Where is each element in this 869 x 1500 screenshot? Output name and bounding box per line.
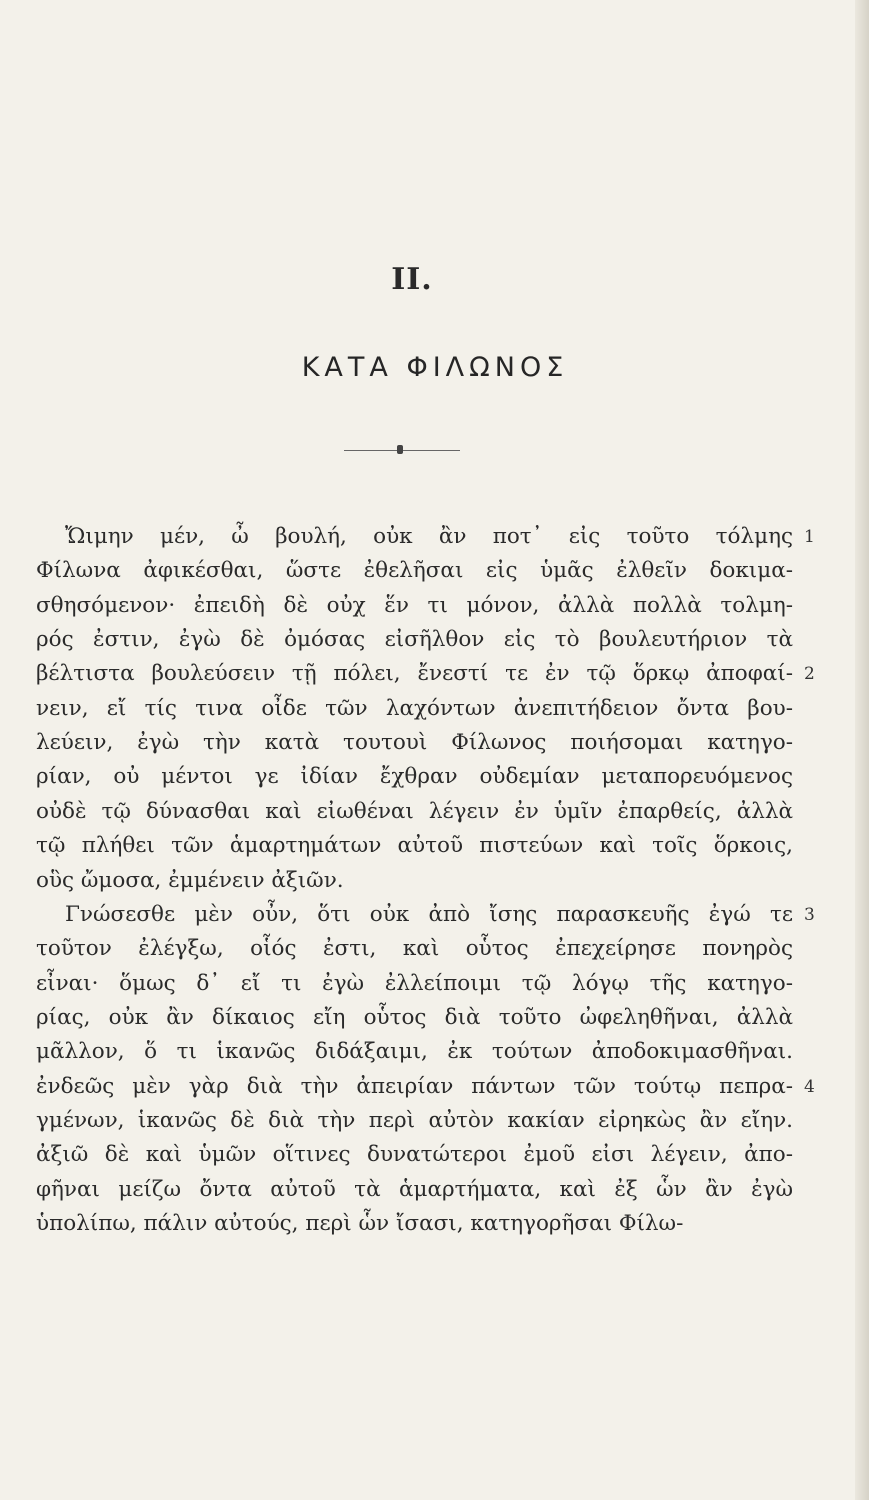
text-line: ρός ἐστιν, ἐγὼ δὲ ὀμόσας εἰσῆλθον εἰς τὸ βουλευτήριον τὰ (36, 627, 793, 653)
section-number: 3 (804, 904, 815, 925)
section-number: 2 (804, 664, 815, 685)
text-line: οὐδὲ τῷ δύνασθαι καὶ εἰωθέναι λέγειν ἐν ὑμῖν ἐπαρθείς, ἀλλὰ (36, 798, 793, 824)
text-line: νειν, εἴ τίς τινα οἶδε τῶν λαχόντων ἀνεπιτήδειον ὄντα βου- (36, 695, 793, 721)
text-line: τῷ πλήθει τῶν ἁμαρτημάτων αὐτοῦ πιστεύων καὶ τοῖς ὅρκοις, (36, 833, 793, 859)
section-number: 1 (804, 527, 815, 547)
text-line: ἐνδεῶς μὲν γὰρ διὰ τὴν ἀπειρίαν πάντων τῶν τούτῳ πεπρα- (36, 1073, 793, 1099)
section-number: 4 (804, 1076, 815, 1097)
text-line: ρίας, οὐκ ἂν δίκαιος εἴη οὗτος διὰ τοῦτο ὠφεληθῆναι, ἀλλὰ (36, 1004, 793, 1030)
text-line: Γνώσεσθε μὲν οὖν, ὅτι οὐκ ἀπὸ ἴσης παρασκευῆς ἐγώ τε (65, 901, 793, 927)
text-line: τοῦτον ἐλέγξω, οἷός ἐστι, καὶ οὗτος ἐπεχείρησε πονηρὸς (36, 936, 793, 962)
text-line: λεύειν, ἐγὼ τὴν κατὰ τουτουὶ Φίλωνος ποιήσομαι κατηγο- (36, 730, 793, 756)
text-line: οὓς ὤμοσα, ἐμμένειν ἀξιῶν. (36, 867, 344, 893)
text-line: βέλτιστα βουλεύσειν τῇ πόλει, ἔνεστί τε ἐν τῷ ὅρκῳ ἀποφαί- (36, 661, 793, 687)
ornament-dot (397, 445, 403, 454)
text-line: γμένων, ἱκανῶς δὲ διὰ τὴν περὶ αὐτὸν κακίαν εἰρηκὼς ἂν εἴην. (36, 1107, 793, 1133)
chapter-title: ΚΑΤΑ ΦΙΛΩΝΟΣ (301, 352, 569, 383)
text-line: Φίλωνα ἀφικέσθαι, ὥστε ἐθελῆσαι εἰς ὑμᾶς ἐλθεῖν δοκιμα- (36, 558, 793, 584)
text-line: ἀξιῶ δὲ καὶ ὑμῶν οἵτινες δυνατώτεροι ἐμοῦ εἰσι λέγειν, ἀπο- (36, 1142, 793, 1168)
text-line: εἶναι· ὅμως δ᾽ εἴ τι ἐγὼ ἐλλείποιμι τῷ λόγῳ τῆς κατηγο- (36, 970, 793, 996)
text-line: Ὤιμην μέν, ὦ βουλή, οὐκ ἂν ποτ᾽ εἰς τοῦτο τόλμης (65, 524, 793, 549)
text-line: ὑπολίπω, πάλιν αὐτούς, περὶ ὧν ἴσασι, κατηγορῆσαι Φίλω- (36, 1211, 684, 1236)
text-line: φῆναι μείζω ὄντα αὐτοῦ τὰ ἁμαρτήματα, καὶ ἐξ ὧν ἂν ἐγὼ (36, 1176, 793, 1202)
page-edge (855, 0, 869, 1500)
text-line: ρίαν, οὐ μέντοι γε ἰδίαν ἔχθραν οὐδεμίαν μεταπορευόμενος (36, 764, 793, 790)
text-line: σθησόμενον· ἐπειδὴ δὲ οὐχ ἕν τι μόνον, ἀλλὰ πολλὰ τολμη- (36, 592, 793, 618)
chapter-numeral: II. (391, 262, 433, 297)
text-line: μᾶλλον, ὅ τι ἱκανῶς διδάξαιμι, ἐκ τούτων ἀποδοκιμασθῆναι. (36, 1039, 793, 1065)
